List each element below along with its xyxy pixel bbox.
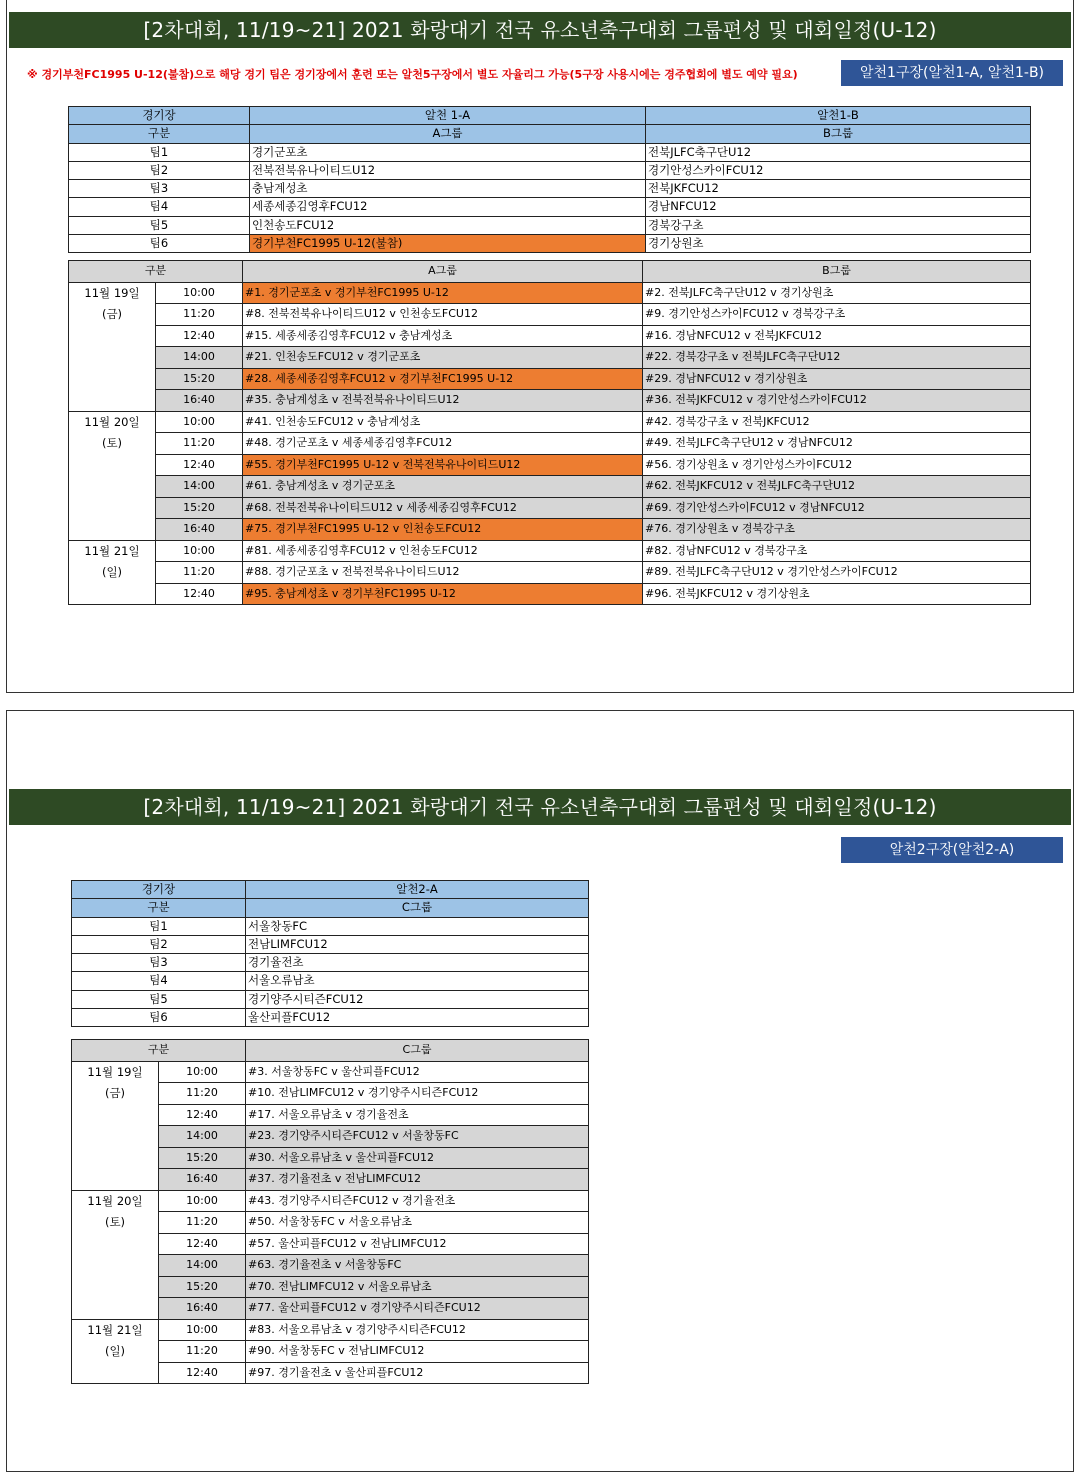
schedule-division-label: 구분 bbox=[69, 261, 243, 283]
match-time: 10:00 bbox=[159, 1061, 246, 1083]
match-date-cell bbox=[69, 368, 156, 390]
match-row bbox=[72, 1298, 589, 1320]
team-name: 경기율전초 bbox=[246, 954, 589, 972]
match-row bbox=[69, 304, 1031, 326]
page-title-2: [2차대회, 11/19~21] 2021 화랑대기 전국 유소년축구대회 그룹편성 및 대회일정(U-12) bbox=[9, 789, 1071, 825]
match-time: 12:40 bbox=[159, 1233, 246, 1255]
match-time: 14:00 bbox=[159, 1255, 246, 1277]
match-fixture: #16. 경남NFCU12 v 전북JKFCU12 bbox=[643, 325, 1031, 347]
match-row bbox=[72, 1276, 589, 1298]
match-time: 15:20 bbox=[156, 497, 243, 519]
team-name: 충남계성초 bbox=[250, 180, 646, 198]
match-row bbox=[72, 1083, 589, 1105]
team-name: 경기양주시티즌FCU12 bbox=[246, 990, 589, 1008]
match-time: 11:20 bbox=[159, 1341, 246, 1363]
team-row bbox=[72, 954, 589, 972]
notice-text: ※ 경기부천FC1995 U-12(불참)으로 해당 경기 팀은 경기장에서 훈련 또는 알천5구장에서 별도 자율리그 가능(5구장 사용시에는 경주협회에 별도 예약 필요) bbox=[27, 68, 798, 81]
match-date-cell: 11월 20일 bbox=[72, 1190, 159, 1212]
teams-table-c bbox=[71, 880, 589, 1027]
team-row bbox=[72, 935, 589, 953]
match-row bbox=[72, 1126, 589, 1148]
team-name: 전북JLFC축구단U12 bbox=[646, 143, 1031, 161]
team-row bbox=[69, 235, 1031, 253]
match-row bbox=[69, 390, 1031, 412]
match-fixture: #35. 충남계성초 v 전북전북유나이티드U12 bbox=[243, 390, 643, 412]
team-name: 경기안성스카이FCU12 bbox=[646, 161, 1031, 179]
match-fixture: #22. 경북강구초 v 전북JLFC축구단U12 bbox=[643, 347, 1031, 369]
match-row bbox=[69, 433, 1031, 455]
venue-label: 경기장 bbox=[69, 107, 250, 125]
team-slot-label: 팀1 bbox=[72, 917, 246, 935]
team-name: 경북강구초 bbox=[646, 216, 1031, 234]
page-2 bbox=[6, 710, 1074, 1472]
match-fixture: #43. 경기양주시티즌FCU12 v 경기율전초 bbox=[246, 1190, 589, 1212]
match-row bbox=[72, 1319, 589, 1341]
match-time: 15:20 bbox=[159, 1147, 246, 1169]
schedule-group-a-label: A그룹 bbox=[243, 261, 643, 283]
match-fixture: #37. 경기율전초 v 전남LIMFCU12 bbox=[246, 1169, 589, 1191]
venue-badge-2: 알천2구장(알천2-A) bbox=[841, 837, 1063, 863]
match-fixture: #41. 인천송도FCU12 v 충남계성초 bbox=[243, 411, 643, 433]
match-row bbox=[72, 1362, 589, 1384]
match-time: 16:40 bbox=[159, 1298, 246, 1320]
group-c-label: C그룹 bbox=[246, 899, 589, 917]
team-row bbox=[72, 972, 589, 990]
match-date-cell bbox=[69, 454, 156, 476]
match-row bbox=[69, 411, 1031, 433]
match-fixture: #56. 경기상원초 v 경기안성스카이FCU12 bbox=[643, 454, 1031, 476]
match-date-cell: 11월 21일 bbox=[72, 1319, 159, 1341]
match-date-cell bbox=[72, 1147, 159, 1169]
match-row bbox=[72, 1212, 589, 1234]
match-row bbox=[72, 1147, 589, 1169]
match-time: 10:00 bbox=[156, 411, 243, 433]
match-date-cell: 11월 19일 bbox=[69, 282, 156, 304]
match-date-cell bbox=[72, 1126, 159, 1148]
team-slot-label: 팀1 bbox=[69, 143, 250, 161]
match-fixture: #30. 서울오류남초 v 울산피플FCU12 bbox=[246, 1147, 589, 1169]
match-fixture: #3. 서울창동FC v 울산피플FCU12 bbox=[246, 1061, 589, 1083]
match-date-cell bbox=[69, 347, 156, 369]
team-slot-label: 팀2 bbox=[69, 161, 250, 179]
match-fixture: #75. 경기부천FC1995 U-12 v 인천송도FCU12 bbox=[243, 519, 643, 541]
match-fixture: #10. 전남LIMFCU12 v 경기양주시티즌FCU12 bbox=[246, 1083, 589, 1105]
match-fixture: #77. 울산피플FCU12 v 경기양주시티즌FCU12 bbox=[246, 1298, 589, 1320]
match-fixture: #15. 세종세종김영후FCU12 v 충남계성초 bbox=[243, 325, 643, 347]
match-fixture: #2. 전북JLFC축구단U12 v 경기상원초 bbox=[643, 282, 1031, 304]
match-fixture: #1. 경기군포초 v 경기부천FC1995 U-12 bbox=[243, 282, 643, 304]
match-fixture: #50. 서울창동FC v 서울오류남초 bbox=[246, 1212, 589, 1234]
match-time: 12:40 bbox=[156, 325, 243, 347]
match-time: 11:20 bbox=[156, 433, 243, 455]
match-row bbox=[69, 583, 1031, 605]
team-row bbox=[72, 917, 589, 935]
match-time: 16:40 bbox=[159, 1169, 246, 1191]
match-date-cell bbox=[69, 390, 156, 412]
team-name: 경남NFCU12 bbox=[646, 198, 1031, 216]
venue-label-2: 경기장 bbox=[72, 881, 246, 899]
schedule-group-c-label: C그룹 bbox=[246, 1040, 589, 1062]
match-row bbox=[72, 1233, 589, 1255]
match-fixture: #17. 서울오류남초 v 경기율전초 bbox=[246, 1104, 589, 1126]
group-b-label: B그룹 bbox=[646, 125, 1031, 143]
team-slot-label: 팀3 bbox=[69, 180, 250, 198]
match-row bbox=[69, 347, 1031, 369]
match-date-cell bbox=[72, 1362, 159, 1384]
match-time: 16:40 bbox=[156, 519, 243, 541]
match-fixture: #83. 서울오류남초 v 경기양주시티즌FCU12 bbox=[246, 1319, 589, 1341]
match-row bbox=[69, 454, 1031, 476]
match-time: 12:40 bbox=[156, 454, 243, 476]
match-fixture: #76. 경기상원초 v 경북강구초 bbox=[643, 519, 1031, 541]
match-fixture: #62. 전북JKFCU12 v 전북JLFC축구단U12 bbox=[643, 476, 1031, 498]
match-row bbox=[72, 1341, 589, 1363]
match-row bbox=[69, 497, 1031, 519]
match-date-cell: (토) bbox=[69, 433, 156, 455]
match-fixture: #97. 경기율전초 v 울산피플FCU12 bbox=[246, 1362, 589, 1384]
match-date-cell: 11월 20일 bbox=[69, 411, 156, 433]
match-fixture: #70. 전남LIMFCU12 v 서울오류남초 bbox=[246, 1276, 589, 1298]
match-row bbox=[69, 325, 1031, 347]
match-row bbox=[72, 1255, 589, 1277]
group-a-label: A그룹 bbox=[250, 125, 646, 143]
match-fixture: #90. 서울창동FC v 전남LIMFCU12 bbox=[246, 1341, 589, 1363]
match-fixture: #8. 전북전북유나이티드U12 v 인천송도FCU12 bbox=[243, 304, 643, 326]
team-name: 전북전북유나이티드U12 bbox=[250, 161, 646, 179]
team-name: 인천송도FCU12 bbox=[250, 216, 646, 234]
match-date-cell: (토) bbox=[72, 1212, 159, 1234]
team-name: 경기상원초 bbox=[646, 235, 1031, 253]
venue-c-label: 알천2-A bbox=[246, 881, 589, 899]
match-time: 12:40 bbox=[156, 583, 243, 605]
match-date-cell bbox=[72, 1298, 159, 1320]
match-fixture: #57. 울산피플FCU12 v 전남LIMFCU12 bbox=[246, 1233, 589, 1255]
match-fixture: #55. 경기부천FC1995 U-12 v 전북전북유나이티드U12 bbox=[243, 454, 643, 476]
team-name: 경기부천FC1995 U-12(불참) bbox=[250, 235, 646, 253]
match-time: 10:00 bbox=[156, 282, 243, 304]
match-fixture: #89. 전북JLFC축구단U12 v 경기안성스카이FCU12 bbox=[643, 562, 1031, 584]
team-slot-label: 팀6 bbox=[72, 1009, 246, 1027]
team-name: 울산피플FCU12 bbox=[246, 1009, 589, 1027]
schedule-table-c bbox=[71, 1039, 589, 1384]
match-row bbox=[69, 519, 1031, 541]
match-time: 11:20 bbox=[156, 562, 243, 584]
page-1 bbox=[6, 0, 1074, 693]
match-time: 11:20 bbox=[159, 1083, 246, 1105]
team-slot-label: 팀2 bbox=[72, 935, 246, 953]
team-name: 전북JKFCU12 bbox=[646, 180, 1031, 198]
team-row bbox=[72, 1009, 589, 1027]
team-slot-label: 팀3 bbox=[72, 954, 246, 972]
teams-table-a-b bbox=[68, 106, 1031, 253]
team-slot-label: 팀5 bbox=[69, 216, 250, 234]
match-date-cell bbox=[72, 1276, 159, 1298]
match-time: 14:00 bbox=[156, 347, 243, 369]
match-row bbox=[69, 282, 1031, 304]
match-row bbox=[69, 368, 1031, 390]
match-row bbox=[69, 540, 1031, 562]
team-slot-label: 팀4 bbox=[69, 198, 250, 216]
match-date-cell: (금) bbox=[69, 304, 156, 326]
match-fixture: #23. 경기양주시티즌FCU12 v 서울창동FC bbox=[246, 1126, 589, 1148]
match-fixture: #95. 충남계성초 v 경기부천FC1995 U-12 bbox=[243, 583, 643, 605]
schedule-table-a-b bbox=[68, 260, 1031, 605]
match-fixture: #81. 세종세종김영후FCU12 v 인천송도FCU12 bbox=[243, 540, 643, 562]
match-time: 12:40 bbox=[159, 1104, 246, 1126]
match-time: 14:00 bbox=[159, 1126, 246, 1148]
team-name: 서울오류남초 bbox=[246, 972, 589, 990]
match-fixture: #88. 경기군포초 v 전북전북유나이티드U12 bbox=[243, 562, 643, 584]
match-date-cell bbox=[69, 583, 156, 605]
match-fixture: #61. 충남계성초 v 경기군포초 bbox=[243, 476, 643, 498]
match-time: 14:00 bbox=[156, 476, 243, 498]
team-row bbox=[69, 143, 1031, 161]
match-fixture: #48. 경기군포초 v 세종세종김영후FCU12 bbox=[243, 433, 643, 455]
match-fixture: #28. 세종세종김영후FCU12 v 경기부천FC1995 U-12 bbox=[243, 368, 643, 390]
match-date-cell: 11월 21일 bbox=[69, 540, 156, 562]
match-row bbox=[72, 1190, 589, 1212]
team-row bbox=[69, 198, 1031, 216]
team-name: 세종세종김영후FCU12 bbox=[250, 198, 646, 216]
team-slot-label: 팀6 bbox=[69, 235, 250, 253]
match-time: 10:00 bbox=[156, 540, 243, 562]
team-row bbox=[69, 180, 1031, 198]
match-time: 10:00 bbox=[159, 1319, 246, 1341]
match-fixture: #9. 경기안성스카이FCU12 v 경북강구초 bbox=[643, 304, 1031, 326]
match-fixture: #68. 전북전북유나이티드U12 v 세종세종김영후FCU12 bbox=[243, 497, 643, 519]
match-date-cell: 11월 19일 bbox=[72, 1061, 159, 1083]
division-label-2: 구분 bbox=[72, 899, 246, 917]
team-row bbox=[69, 216, 1031, 234]
team-slot-label: 팀5 bbox=[72, 990, 246, 1008]
match-fixture: #36. 전북JKFCU12 v 경기안성스카이FCU12 bbox=[643, 390, 1031, 412]
venue-b-label: 알천1-B bbox=[646, 107, 1031, 125]
team-slot-label: 팀4 bbox=[72, 972, 246, 990]
match-fixture: #82. 경남NFCU12 v 경북강구초 bbox=[643, 540, 1031, 562]
venue-a-label: 알천 1-A bbox=[250, 107, 646, 125]
match-date-cell: (일) bbox=[72, 1341, 159, 1363]
schedule-group-b-label: B그룹 bbox=[643, 261, 1031, 283]
division-label: 구분 bbox=[69, 125, 250, 143]
match-date-cell: (일) bbox=[69, 562, 156, 584]
match-time: 16:40 bbox=[156, 390, 243, 412]
match-fixture: #42. 경북강구초 v 전북JKFCU12 bbox=[643, 411, 1031, 433]
match-date-cell bbox=[69, 497, 156, 519]
match-row bbox=[72, 1169, 589, 1191]
match-time: 10:00 bbox=[159, 1190, 246, 1212]
match-date-cell bbox=[69, 476, 156, 498]
match-time: 15:20 bbox=[156, 368, 243, 390]
match-time: 11:20 bbox=[159, 1212, 246, 1234]
match-date-cell bbox=[72, 1104, 159, 1126]
match-row bbox=[72, 1104, 589, 1126]
team-row bbox=[69, 161, 1031, 179]
match-fixture: #96. 전북JKFCU12 v 경기상원초 bbox=[643, 583, 1031, 605]
match-time: 12:40 bbox=[159, 1362, 246, 1384]
schedule-division-label-2: 구분 bbox=[72, 1040, 246, 1062]
page-title: [2차대회, 11/19~21] 2021 화랑대기 전국 유소년축구대회 그룹편성 및 대회일정(U-12) bbox=[9, 12, 1071, 48]
match-fixture: #21. 인천송도FCU12 v 경기군포초 bbox=[243, 347, 643, 369]
match-time: 15:20 bbox=[159, 1276, 246, 1298]
match-fixture: #69. 경기안성스카이FCU12 v 경남NFCU12 bbox=[643, 497, 1031, 519]
team-name: 경기군포초 bbox=[250, 143, 646, 161]
match-time: 11:20 bbox=[156, 304, 243, 326]
team-row bbox=[72, 990, 589, 1008]
venue-badge: 알천1구장(알천1-A, 알천1-B) bbox=[841, 60, 1063, 86]
match-date-cell: (금) bbox=[72, 1083, 159, 1105]
match-date-cell bbox=[72, 1255, 159, 1277]
match-row bbox=[69, 476, 1031, 498]
match-date-cell bbox=[72, 1233, 159, 1255]
team-name: 전남LIMFCU12 bbox=[246, 935, 589, 953]
match-fixture: #29. 경남NFCU12 v 경기상원초 bbox=[643, 368, 1031, 390]
match-date-cell bbox=[72, 1169, 159, 1191]
match-fixture: #63. 경기율전초 v 서울창동FC bbox=[246, 1255, 589, 1277]
match-date-cell bbox=[69, 325, 156, 347]
match-row bbox=[72, 1061, 589, 1083]
match-row bbox=[69, 562, 1031, 584]
match-date-cell bbox=[69, 519, 156, 541]
match-fixture: #49. 전북JLFC축구단U12 v 경남NFCU12 bbox=[643, 433, 1031, 455]
team-name: 서울창동FC bbox=[246, 917, 589, 935]
